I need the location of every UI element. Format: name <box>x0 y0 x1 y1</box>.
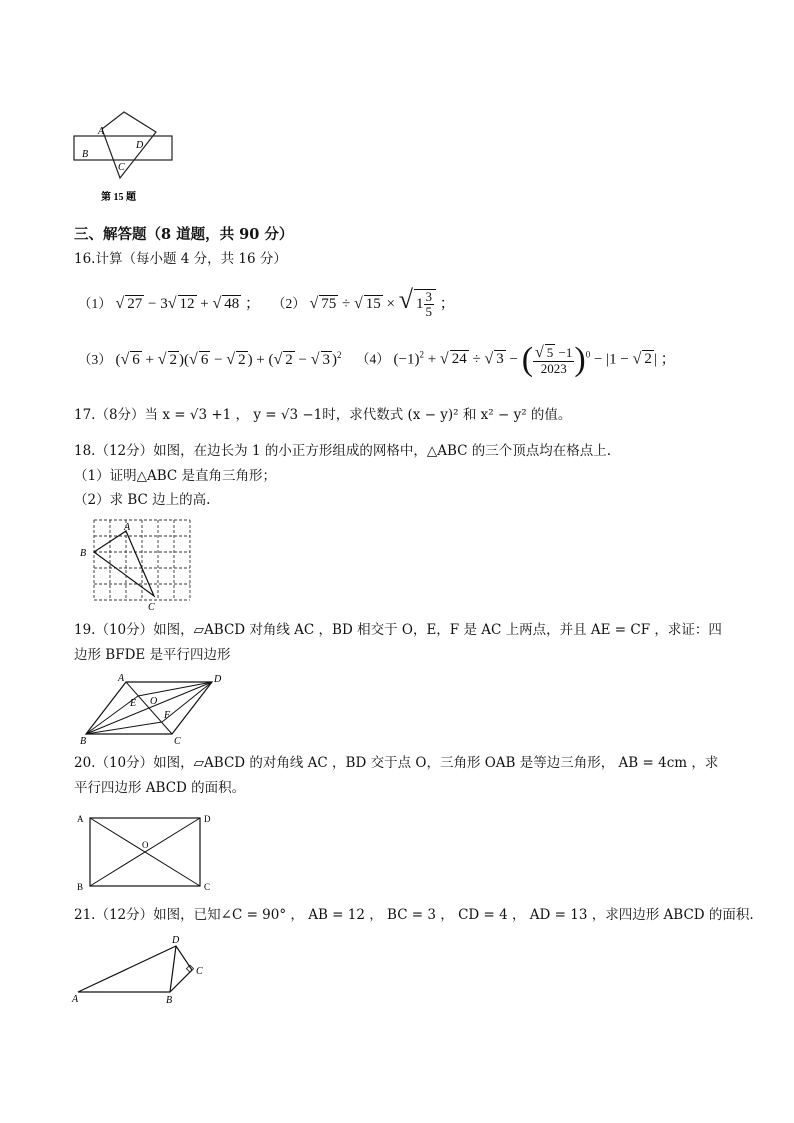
figure-21 <box>70 932 220 1006</box>
fig21-label-d: D <box>172 935 180 946</box>
fig15-label-d: D <box>136 140 144 151</box>
q16-p1-label: （1） <box>78 296 112 311</box>
q16-heading: 16.计算（每小题 4 分，共 16 分） <box>74 251 287 267</box>
section-3-heading: 三、解答题（8 道题，共 90 分） <box>74 226 294 243</box>
figure-15 <box>68 104 178 204</box>
fig20-label-o: O <box>142 840 149 850</box>
fig20-label-b: B <box>77 882 84 892</box>
q19-line-2: 边形 BFDE 是平行四边形 <box>74 647 231 663</box>
fig21-label-a: A <box>72 994 79 1005</box>
q16-p3-label: （3） <box>78 352 112 367</box>
q16-part-1: （1） √ 27 − 3√ 12 + √ 48 ； <box>78 295 261 312</box>
q18-sub-2: （2）求 BC 边上的高. <box>74 492 211 508</box>
figure-18 <box>72 514 212 614</box>
fig19-label-b: B <box>80 736 87 747</box>
q18-sub-1: （1）证明△ABC 是直角三角形； <box>74 468 277 484</box>
q21-text: 21.（12分）如图，已知∠C = 90° ， AB = 12 ， BC = 3 ， CD = 4 ， AD = 13 ，求四边形 ABCD 的面积. <box>74 907 754 923</box>
q16-part-4: （4） $(-1)^2$ + √ 24 ÷ √ 3 − ( $\frac{√ 5 -1}{2023}$ )$^0$ − |1 − √ 2 | ； <box>356 341 676 378</box>
fig20-label-a: A <box>77 814 84 824</box>
fig19-label-c: C <box>174 736 181 747</box>
fig19-label-d: D <box>214 674 222 685</box>
fig21-label-c: C <box>196 966 203 977</box>
fig19-label-e: E <box>130 698 137 709</box>
figure-19 <box>76 670 236 750</box>
q18-text: 18.（12分）如图，在边长为 1 的小正方形组成的网格中，△ABC 的三个顶点均在格点上. <box>74 443 612 459</box>
fig15-caption: 第 15 题 <box>101 192 136 203</box>
fig15-label-c: C <box>118 162 125 173</box>
fig18-label-b: B <box>80 548 87 559</box>
fig20-label-c: C <box>204 882 211 892</box>
figure-20 <box>74 810 220 896</box>
q16-part-3: （3） (√ 6 + √ 2 )(√ 6 − √ 2 ) + (√ 2 − √ 3 )$^2$ <box>78 350 342 368</box>
fig18-label-a: A <box>124 522 131 533</box>
q16-p4-label: （4） <box>356 351 390 367</box>
q16-p2-label: （2） <box>272 296 306 311</box>
fig15-label-b: B <box>82 149 89 160</box>
q20-line-1: 20.（10分）如图，▱ABCD 的对角线 AC ，BD 交于点 O，三角形 OAB 是等边三角形， AB = 4cm ，求 <box>74 755 719 771</box>
q19-line-1: 19.（10分）如图，▱ABCD 对角线 AC ，BD 相交于 O，E，F 是 AC 上两点，并且 AE = CF ，求证：四 <box>74 622 722 638</box>
q16-part-2: （2） √ 75 ÷ √ 15 × √ 1 $\frac{3}{5}$ ； <box>272 285 455 320</box>
q17-text: 17.（8分）当 x = √3 +1 ， y = √3 −1时，求代数式 (x − y)² 和 x² − y² 的值。 <box>74 407 572 423</box>
q20-line-2: 平行四边形 ABCD 的面积。 <box>74 780 246 796</box>
fig19-label-a: A <box>118 673 125 684</box>
fig15-label-a: A <box>98 126 105 137</box>
fig19-label-o: O <box>150 696 158 707</box>
fig21-label-b: B <box>166 995 173 1006</box>
fig18-label-c: C <box>148 602 155 613</box>
fig20-label-d: D <box>204 814 211 824</box>
fig19-label-f: F <box>164 710 171 721</box>
